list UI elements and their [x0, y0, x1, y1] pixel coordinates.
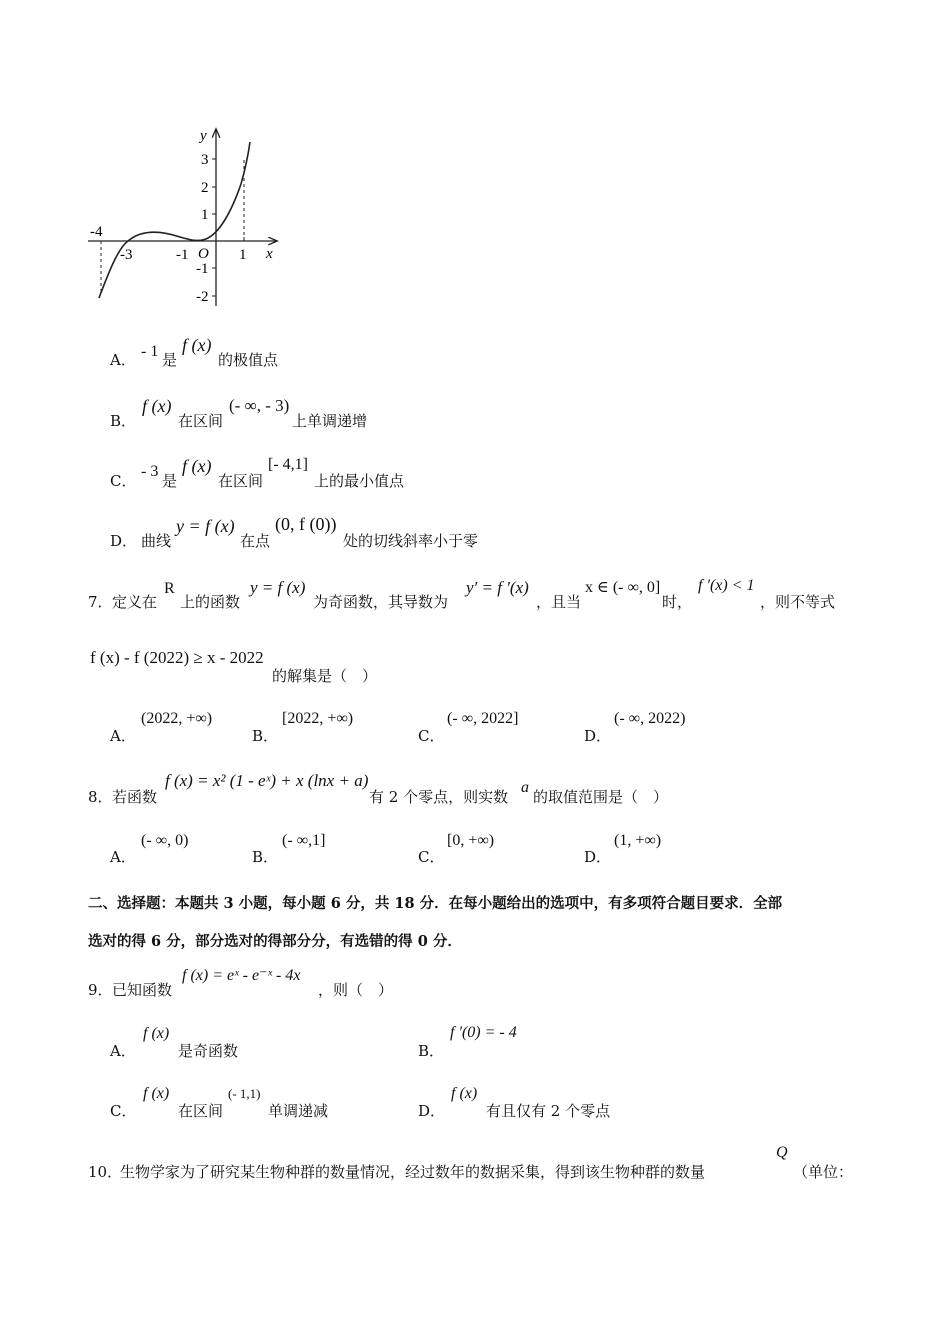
option-text: 单调递减	[268, 1102, 329, 1120]
math-expr: (- ∞, - 3)	[229, 396, 290, 415]
math-expr: f ′(0) = - 4	[450, 1024, 517, 1041]
option-letter: A．	[110, 1042, 136, 1060]
option-letter: D．	[418, 1102, 446, 1120]
option-letter: C．	[110, 1102, 137, 1120]
function-graph	[80, 120, 290, 310]
math-expr: [- 4,1]	[268, 456, 308, 473]
option-letter: C．	[418, 848, 445, 866]
question-number: 9．	[88, 981, 113, 999]
math-expr: (- ∞, 2022)	[614, 710, 686, 727]
math-expr: - 1	[141, 343, 159, 360]
math-expr: (- 1,1)	[228, 1086, 261, 1101]
option-letter: A．	[110, 848, 136, 866]
question-text: 定义在	[112, 593, 158, 611]
math-expr: f (x)	[142, 396, 172, 416]
math-expr: f (x)	[143, 1085, 170, 1102]
section-heading-line: 二、选择题：本题共 3 小题，每小题 6 分，共 18 分．在每小题给出的选项中，有多项符合题目要求．全部	[88, 895, 783, 912]
question-text: 时，	[662, 593, 693, 611]
option-text: 处的切线斜率小于零	[343, 532, 479, 550]
x-tick-label: -3	[120, 247, 133, 263]
option-letter: D．	[110, 532, 138, 550]
x-tick-label: -4	[90, 224, 103, 240]
math-expr: f (x)	[143, 1025, 170, 1042]
math-expr: y′ = f ′(x)	[466, 578, 529, 597]
y-tick-label: 3	[201, 152, 209, 168]
option-text: 的极值点	[218, 351, 279, 369]
option-text: 上的最小值点	[314, 472, 405, 490]
option-text: 曲线	[141, 532, 172, 550]
math-expr: y = f (x)	[176, 516, 235, 536]
option-text: 是	[162, 351, 178, 369]
function-curve	[99, 142, 250, 298]
question-text: 有 2 个零点，则实数	[369, 788, 509, 806]
option-letter: C．	[418, 727, 445, 745]
option-text: 在区间	[178, 1102, 224, 1120]
question-text: 为奇函数，其导数为	[313, 593, 449, 611]
option-letter: D．	[584, 727, 612, 745]
math-expr: (0, f (0))	[275, 514, 337, 534]
question-text: 的取值范围是（ ）	[533, 788, 669, 806]
math-expr: y = f (x)	[250, 578, 306, 597]
option-text: 是奇函数	[178, 1042, 239, 1060]
question-text: ，且当	[536, 593, 582, 611]
option-text: 是	[162, 472, 178, 490]
math-expr: (- ∞, 0)	[141, 832, 189, 849]
question-text: ，则（ ）	[318, 981, 394, 999]
x-tick-label: 1	[239, 247, 247, 263]
origin-label: O	[198, 246, 209, 262]
question-number: 8．	[88, 788, 113, 806]
y-axis-label: y	[200, 128, 207, 144]
question-number: 10．	[88, 1163, 123, 1181]
question-text: 生物学家为了研究某生物种群的数量情况，经过数年的数据采集，得到该生物种群的数量	[120, 1163, 706, 1181]
math-expr: (- ∞, 2022]	[447, 710, 519, 727]
math-expr: [2022, +∞)	[282, 710, 354, 727]
x-tick-label: -1	[176, 247, 189, 263]
y-tick-label: 2	[201, 180, 209, 196]
question-text: ，则不等式	[760, 593, 836, 611]
x-axis-label: x	[266, 246, 273, 262]
option-letter: B．	[252, 848, 279, 866]
option-letter: B．	[110, 412, 137, 430]
math-expr: f (x)	[182, 456, 212, 476]
math-expr: (2022, +∞)	[141, 710, 213, 727]
option-letter: C．	[110, 472, 137, 490]
math-expr: x ∈ (- ∞, 0]	[585, 579, 661, 596]
math-expr: R	[164, 580, 175, 597]
question-text: 的解集是（ ）	[272, 667, 378, 685]
question-text: 若函数	[112, 788, 158, 806]
math-expr: f (x) - f (2022) ≥ x - 2022	[90, 648, 264, 667]
math-expr: f (x) = eˣ - e⁻ˣ - 4x	[182, 967, 301, 984]
question-text: 上的函数	[180, 593, 241, 611]
math-expr: (- ∞,1]	[282, 832, 326, 849]
math-expr: Q	[776, 1144, 788, 1161]
option-text: 在区间	[178, 412, 224, 430]
math-expr: f ′(x) < 1	[698, 577, 755, 594]
question-text: 已知函数	[112, 981, 173, 999]
math-expr: f (x)	[451, 1085, 478, 1102]
math-expr: - 3	[141, 463, 159, 480]
option-letter: A．	[110, 351, 136, 369]
option-letter: B．	[252, 727, 279, 745]
section-heading-line: 选对的得 6 分，部分选对的得部分分，有选错的得 0 分．	[88, 933, 462, 950]
math-expr: a	[521, 779, 529, 796]
y-tick-label: 1	[201, 207, 209, 223]
option-letter: D．	[584, 848, 612, 866]
math-expr: (1, +∞)	[614, 832, 662, 849]
option-text: 在区间	[218, 472, 264, 490]
math-expr: f (x)	[182, 335, 212, 355]
y-tick-label: -2	[196, 289, 209, 305]
y-tick-label: -1	[196, 261, 209, 277]
option-letter: A．	[110, 727, 136, 745]
math-expr: [0, +∞)	[447, 832, 495, 849]
option-letter: B．	[418, 1042, 445, 1060]
question-number: 7．	[88, 593, 113, 611]
option-text: 上单调递增	[292, 412, 368, 430]
option-text: 有且仅有 2 个零点	[486, 1102, 611, 1120]
question-text: （单位：	[793, 1163, 854, 1181]
option-text: 在点	[240, 532, 271, 550]
math-expr: f (x) = x² (1 - eˣ) + x (lnx + a)	[165, 771, 369, 790]
